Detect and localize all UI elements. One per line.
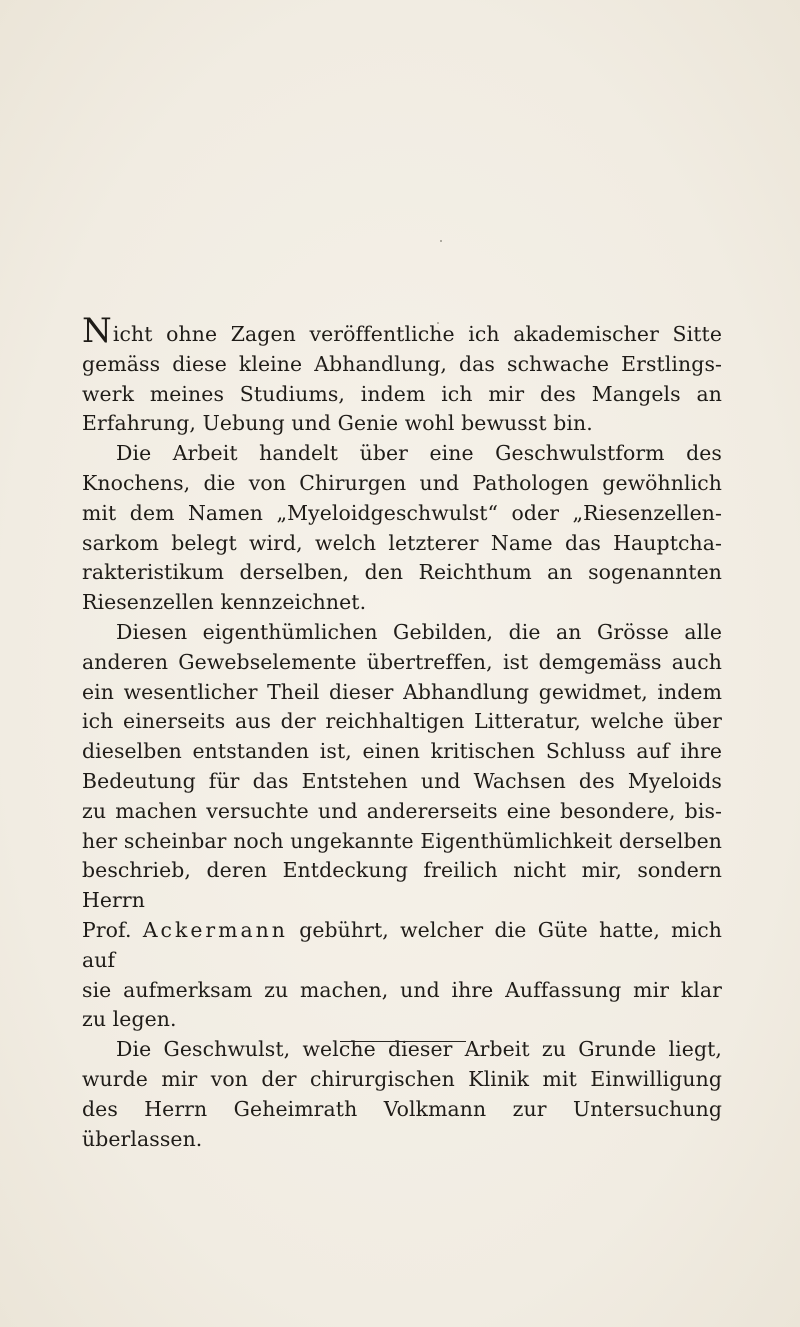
text-line: Die Arbeit handelt über eine Geschwulstform des (116, 441, 722, 466)
paragraph-4 (82, 1035, 722, 1154)
dropcap-letter: N (82, 311, 112, 351)
text-line: Bedeutung für das Entstehen und Wachsen des Myeloids (82, 768, 722, 793)
text-line: ich einerseits aus der reichhaltigen Litteratur, welche über (82, 709, 722, 734)
text-line: ein wesentlicher Theil dieser Abhandlung gewidmet, indem (82, 679, 722, 704)
text-line: dieselben entstanden ist, einen kritischen Schluss auf ihre (82, 739, 722, 764)
text-line: sie aufmerksam zu machen, und ihre Auffassung mir klar (82, 977, 722, 1002)
text-line: rakteristikum derselben, den Reichthum an sogenannten (82, 560, 722, 585)
text-line: anderen Gewebselemente übertreffen, ist demgemäss auch (82, 649, 722, 674)
text-line: gemäss diese kleine Abhandlung, das schwache Erstlings- (82, 351, 722, 376)
closing-rule (340, 1041, 466, 1042)
text-line: werk meines Studiums, indem ich mir des Mangels an (82, 381, 722, 406)
author-name: Ackermann (142, 917, 288, 942)
text-line: Nicht ohne Zagen veröffentliche ich akademischer Sitte (82, 311, 722, 351)
text-line: sarkom belegt wird, welch letzterer Name das Hauptcha- (82, 530, 722, 555)
text-line: her scheinbar noch ungekannte Eigenthümlichkeit derselben (82, 828, 722, 853)
paragraph-2 (82, 439, 722, 618)
text-line: Die Geschwulst, welche dieser Arbeit zu Grunde liegt, (116, 1037, 722, 1062)
text-line: zu machen versuchte und andererseits eine besondere, bis- (82, 798, 722, 823)
text-line: des Herrn Geheimrath Volkmann zur Untersuchung überlassen. (82, 1096, 722, 1151)
text-line: zu legen. (82, 1007, 177, 1032)
text-line: Prof. Ackermann gebührt, welcher die Güte hatte, mich auf (82, 917, 722, 972)
text-line: Riesenzellen kennzeichnet. (82, 590, 367, 615)
text-line: Diesen eigenthümlichen Gebilden, die an Grösse alle (116, 619, 722, 644)
paragraph-1 (82, 311, 722, 439)
text-line: beschrieb, deren Entdeckung freilich nicht mir, sondern Herrn (82, 858, 722, 913)
paper-speck (440, 240, 442, 242)
body-text (82, 311, 722, 1154)
text-line: wurde mir von der chirurgischen Klinik mit Einwilligung (82, 1066, 722, 1091)
text-line: mit dem Namen „Myeloidgeschwulst“ oder „Riesenzellen- (82, 500, 722, 525)
text-line: Erfahrung, Uebung und Genie wohl bewusst bin. (82, 411, 593, 436)
text-line: Knochens, die von Chirurgen und Pathologen gewöhnlich (82, 470, 722, 495)
paragraph-3 (82, 618, 722, 1035)
